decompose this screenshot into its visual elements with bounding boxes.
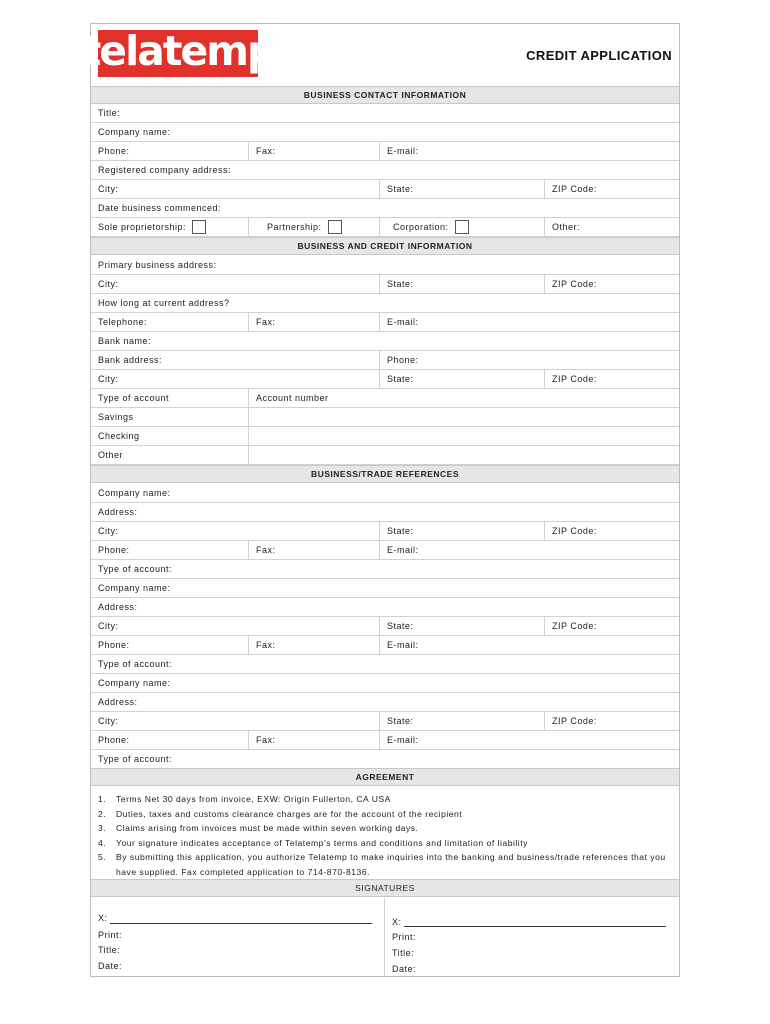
ref1-address-field[interactable]: Address:: [98, 507, 138, 517]
ref3-phone-row: [91, 731, 679, 750]
ref3-state-field[interactable]: State:: [379, 712, 544, 730]
row-city-3: [91, 370, 679, 389]
account-number-header: Account number: [248, 389, 679, 407]
state-field-2[interactable]: State:: [379, 275, 544, 293]
term-text: Claims arising from invoices must be made within seven working days.: [116, 823, 419, 833]
term-text: Terms Net 30 days from invoice, EXW: Origin Fullerton, CA USA: [116, 794, 391, 804]
row-account-header: [91, 389, 679, 408]
agreement-term: [98, 836, 673, 851]
row-savings: [91, 408, 679, 427]
partnership-label: Partnership:: [267, 222, 322, 232]
ref3-city-row: [91, 712, 679, 731]
company-name-field[interactable]: Company name:: [98, 127, 171, 137]
ref3-fax-field[interactable]: Fax:: [248, 731, 379, 749]
corporation-option[interactable]: [379, 218, 544, 236]
section-contact-header: BUSINESS CONTACT INFORMATION: [91, 86, 679, 104]
bank-phone-field[interactable]: Phone:: [379, 351, 679, 369]
ref2-address-field[interactable]: Address:: [98, 602, 138, 612]
term-number: 1.: [98, 794, 107, 804]
sole-proprietorship-option[interactable]: [91, 218, 248, 236]
ref1-email-field[interactable]: E-mail:: [379, 541, 679, 559]
other-field[interactable]: Other:: [544, 218, 679, 236]
state-field[interactable]: State:: [379, 180, 544, 198]
how-long-field[interactable]: How long at current address?: [98, 298, 230, 308]
zip-field[interactable]: ZIP Code:: [544, 180, 679, 198]
city-field[interactable]: City:: [98, 184, 119, 194]
ref2-city-row: [91, 617, 679, 636]
ref3-type-row: [91, 750, 679, 769]
agreement-term: [98, 807, 673, 822]
partnership-checkbox[interactable]: [328, 220, 342, 234]
ref1-city-field[interactable]: City:: [98, 526, 119, 536]
section-agreement-header: AGREEMENT: [91, 768, 679, 786]
row-entity-type: [91, 218, 679, 237]
ref3-city-field[interactable]: City:: [98, 716, 119, 726]
ref2-company-name-field[interactable]: Company name:: [98, 583, 171, 593]
ref1-phone-field[interactable]: Phone:: [98, 545, 130, 555]
telatemp-logo: [81, 27, 275, 77]
term-text: Duties, taxes and customs clearance charges are for the account of the recipient: [116, 808, 463, 819]
ref2-zip-field[interactable]: ZIP Code:: [544, 617, 679, 635]
sole-proprietorship-label: Sole proprietorship:: [98, 222, 187, 232]
ref3-address-row: [91, 693, 679, 712]
agreement-term: [98, 850, 673, 879]
row-company-name: [91, 123, 679, 142]
state-field-3[interactable]: State:: [379, 370, 544, 388]
city-field-3[interactable]: City:: [98, 374, 119, 384]
sole-proprietorship-checkbox[interactable]: [192, 220, 206, 234]
signature-line-left[interactable]: [110, 923, 372, 924]
checking-label: Checking: [98, 431, 140, 441]
row-checking: [91, 427, 679, 446]
bank-name-field[interactable]: Bank name:: [98, 336, 152, 346]
agreement-term: [98, 792, 673, 807]
ref2-state-field[interactable]: State:: [379, 617, 544, 635]
ref3-phone-field[interactable]: Phone:: [98, 735, 130, 745]
savings-label: Savings: [98, 412, 134, 422]
row-city-2: [91, 275, 679, 294]
row-title: [91, 104, 679, 123]
corporation-label: Corporation:: [393, 222, 449, 232]
ref2-phone-row: [91, 636, 679, 655]
ref2-company-row: [91, 579, 679, 598]
ref1-type-row: [91, 560, 679, 579]
signature-x-label-right: X:: [392, 917, 402, 927]
email-field-2[interactable]: E-mail:: [379, 313, 679, 331]
signature-x-label-left: X:: [98, 913, 108, 923]
ref1-phone-row: [91, 541, 679, 560]
document-title: CREDIT APPLICATION: [526, 48, 672, 63]
row-bank-name: [91, 332, 679, 351]
phone-field[interactable]: Phone:: [98, 146, 130, 156]
row-how-long: [91, 294, 679, 313]
ref2-phone-field[interactable]: Phone:: [98, 640, 130, 650]
zip-field-2[interactable]: ZIP Code:: [544, 275, 679, 293]
ref1-zip-field[interactable]: ZIP Code:: [544, 522, 679, 540]
telephone-field[interactable]: Telephone:: [98, 317, 148, 327]
title-field[interactable]: Title:: [98, 108, 121, 118]
term-text: By submitting this application, you authorize Telatemp to make inquiries into the banking and business/trade references that you have supplied. Fax completed application to 714-870-8136.: [116, 852, 666, 877]
agreement-terms-list: [98, 792, 673, 879]
ref2-email-field[interactable]: E-mail:: [379, 636, 679, 654]
row-telephone: [91, 313, 679, 332]
row-registered-address: [91, 161, 679, 180]
term-number: 2.: [98, 808, 107, 819]
checking-account-number-field[interactable]: [248, 427, 679, 445]
other-account-number-field[interactable]: [248, 446, 679, 464]
term-number: 5.: [98, 852, 107, 862]
ref2-type-of-account-field[interactable]: Type of account:: [98, 659, 173, 669]
section-credit-header: BUSINESS AND CREDIT INFORMATION: [91, 237, 679, 255]
ref1-company-name-field[interactable]: Company name:: [98, 488, 171, 498]
ref3-company-name-field[interactable]: Company name:: [98, 678, 171, 688]
primary-address-field[interactable]: Primary business address:: [98, 260, 217, 270]
ref3-email-field[interactable]: E-mail:: [379, 731, 679, 749]
term-text: Your signature indicates acceptance of Telatemp’s terms and conditions and limitation of liability: [116, 837, 528, 848]
ref2-address-row: [91, 598, 679, 617]
row-primary-address: [91, 256, 679, 275]
term-number: 4.: [98, 837, 107, 848]
bank-address-field[interactable]: Bank address:: [98, 355, 163, 365]
ref2-type-row: [91, 655, 679, 674]
date-field-right[interactable]: Date:: [392, 964, 417, 974]
registered-address-field[interactable]: Registered company address:: [98, 165, 232, 175]
print-field-left[interactable]: Print:: [98, 930, 123, 940]
savings-account-number-field[interactable]: [248, 408, 679, 426]
print-field-right[interactable]: Print:: [392, 932, 417, 942]
date-commenced-field[interactable]: Date business commenced:: [98, 203, 222, 213]
type-of-account-header: Type of account: [98, 393, 170, 403]
ref1-city-row: [91, 522, 679, 541]
row-other-account: [91, 446, 679, 465]
term-number: 3.: [98, 823, 107, 833]
title-field-right[interactable]: Title:: [392, 948, 415, 958]
fax-field-2[interactable]: Fax:: [248, 313, 379, 331]
ref1-address-row: [91, 503, 679, 522]
ref1-state-field[interactable]: State:: [379, 522, 544, 540]
title-field-left[interactable]: Title:: [98, 945, 121, 955]
email-field[interactable]: E-mail:: [379, 142, 679, 160]
signature-line-right[interactable]: [404, 926, 666, 927]
ref2-city-field[interactable]: City:: [98, 621, 119, 631]
city-field-2[interactable]: City:: [98, 279, 119, 289]
row-date-commenced: [91, 199, 679, 218]
row-bank-address: [91, 351, 679, 370]
ref1-company-row: [91, 484, 679, 503]
logo-text: telatemp: [81, 27, 275, 75]
agreement-term: [98, 821, 673, 836]
ref1-type-of-account-field[interactable]: Type of account:: [98, 564, 173, 574]
ref3-type-of-account-field[interactable]: Type of account:: [98, 754, 173, 764]
section-signatures-header: SIGNATURES: [91, 879, 679, 897]
section-references-header: BUSINESS/TRADE REFERENCES: [91, 465, 679, 483]
date-field-left[interactable]: Date:: [98, 961, 123, 971]
ref3-address-field[interactable]: Address:: [98, 697, 138, 707]
partnership-option[interactable]: [248, 218, 379, 236]
zip-field-3[interactable]: ZIP Code:: [544, 370, 679, 388]
fax-field[interactable]: Fax:: [248, 142, 379, 160]
signature-divider: [384, 898, 385, 976]
row-city: [91, 180, 679, 199]
ref2-fax-field[interactable]: Fax:: [248, 636, 379, 654]
ref3-zip-field[interactable]: ZIP Code:: [544, 712, 679, 730]
ref3-company-row: [91, 674, 679, 693]
corporation-checkbox[interactable]: [455, 220, 469, 234]
other-account-label: Other: [98, 450, 124, 460]
ref1-fax-field[interactable]: Fax:: [248, 541, 379, 559]
row-phone: [91, 142, 679, 161]
